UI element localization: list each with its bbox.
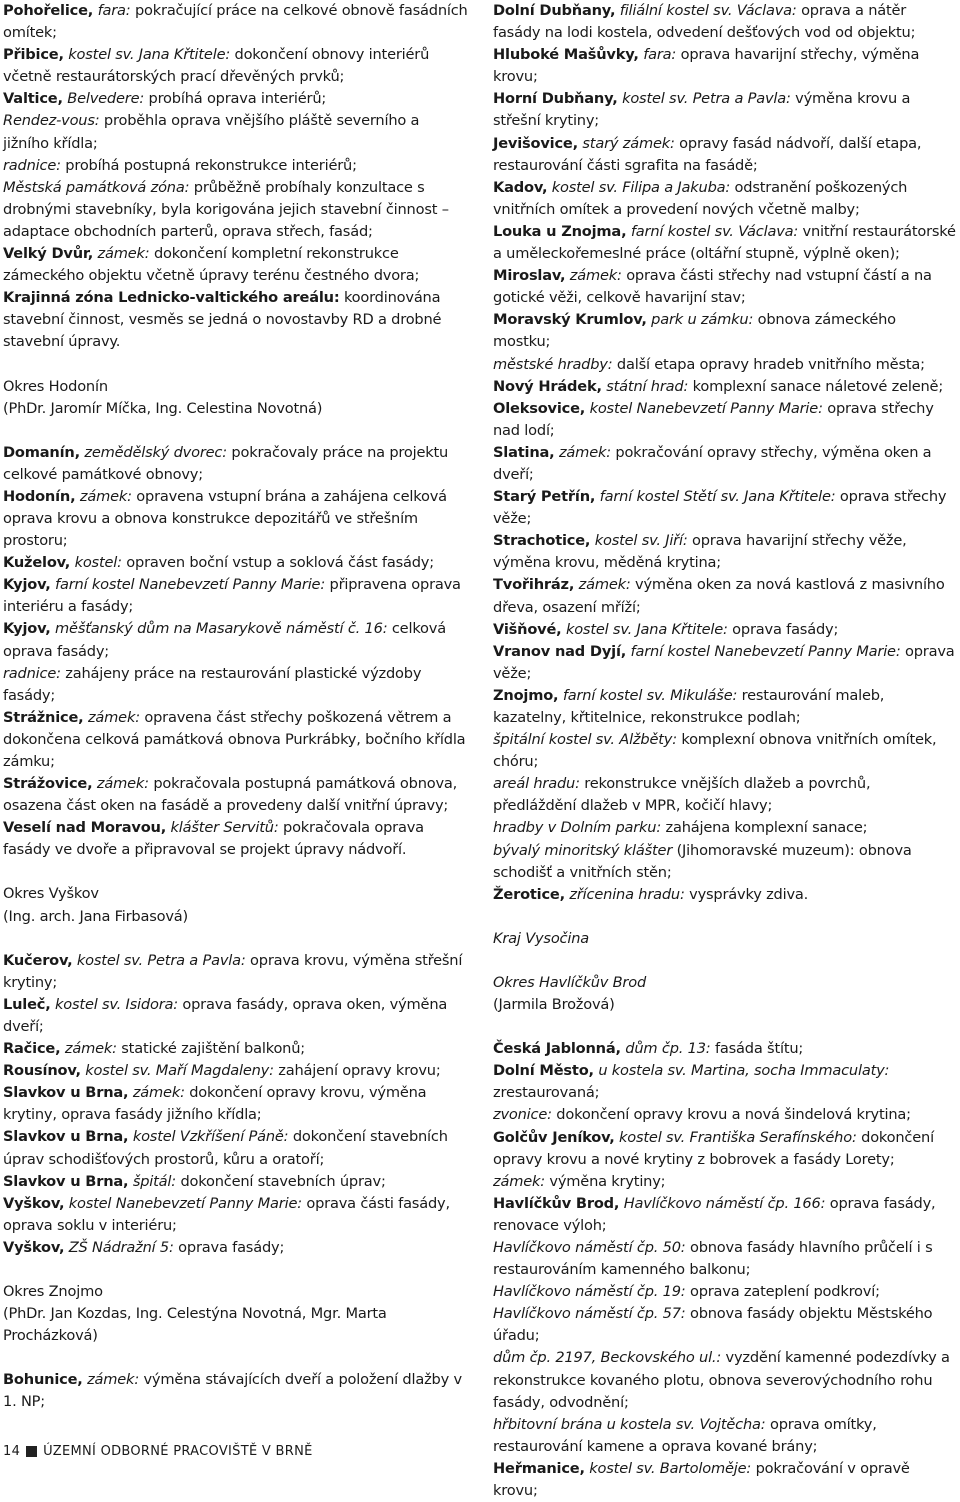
description: opravena část střechy poškozená větrem a dokončena celková památková obnova Purkrábky, bočního křídla zámku;	[3, 708, 466, 770]
description: dokončení opravy krovu a nové krytiny z bobrovek a fasády Lorety;	[493, 1128, 934, 1168]
place-name: Bohunice,	[3, 1371, 83, 1389]
object-name: zámek:	[565, 267, 622, 285]
entry-paragraph	[493, 354, 956, 376]
description: (Jihomoravské muzeum): obnova schodišť a vnitřních stěn;	[493, 841, 912, 881]
entry-paragraph	[493, 376, 956, 398]
description: celková oprava fasády;	[3, 620, 446, 660]
entry-paragraph	[3, 950, 469, 994]
entry-paragraph	[3, 773, 469, 817]
spacer	[493, 950, 956, 972]
description: obnova zámeckého mostku;	[493, 311, 896, 351]
entry-paragraph	[3, 1038, 469, 1060]
entry-paragraph	[493, 177, 956, 221]
object-name: zámek:	[75, 487, 132, 505]
place-name: Dolní Dubňany,	[493, 2, 616, 19]
place-name: Starý Petřín,	[493, 488, 596, 506]
spacer	[3, 861, 469, 883]
object-name: park u zámku:	[646, 311, 754, 329]
entry-paragraph	[493, 1038, 956, 1060]
spacer	[493, 906, 956, 928]
object-name: kostel sv. Petra a Pavla:	[617, 90, 791, 108]
place-name: Kyjov,	[3, 576, 51, 594]
description: vnitřní restaurátorské a uměleckořemeslné práce (oltářní stupně, výplně oken);	[493, 222, 956, 263]
object-name: Belvedere:	[62, 90, 145, 108]
place-name: Rousínov,	[3, 1062, 81, 1080]
object-name: kostel Nanebevzetí Panny Marie:	[64, 1194, 302, 1212]
object-name: kostel sv. Petra a Pavla:	[72, 951, 246, 969]
object-name: kostel Nanebevzetí Panny Marie:	[585, 399, 823, 417]
place-name: Přibice,	[3, 46, 64, 64]
description: oprava věže;	[493, 642, 955, 682]
entry-paragraph	[493, 1347, 956, 1413]
description: opravy fasád nádvoří, další etapa, restaurování části sgrafita na fasádě;	[493, 134, 922, 174]
entry-paragraph	[3, 0, 469, 44]
place-name: Golčův Jeníkov,	[493, 1128, 615, 1146]
entry-paragraph	[493, 309, 956, 353]
object-name: areál hradu:	[493, 775, 580, 793]
spacer	[493, 1016, 956, 1038]
entry-paragraph	[493, 0, 956, 44]
entry-paragraph	[3, 486, 469, 552]
entry-paragraph	[3, 1082, 469, 1126]
section-heading: (Ing. arch. Jana Firbasová)	[3, 907, 189, 925]
entry-paragraph	[493, 729, 956, 773]
spacer	[3, 1347, 469, 1369]
place-name: Strážnice,	[3, 708, 84, 726]
place-name: Luleč,	[3, 995, 51, 1013]
spacer	[3, 354, 469, 376]
place-name: Račice,	[3, 1040, 61, 1058]
section-heading: (Jarmila Brožová)	[493, 996, 615, 1014]
place-name: Hodonín,	[3, 487, 76, 505]
place-name: Oleksovice,	[493, 399, 586, 417]
place-name: Valtice,	[3, 90, 63, 108]
description: oprava části střechy nad vstupní částí a na gotické věži, celkově havarijní stav;	[493, 267, 932, 307]
object-name: Městská památková zóna:	[3, 178, 190, 196]
place-name: Kuželov,	[3, 554, 71, 572]
description: pokračovaly práce na projektu celkové památkové obnovy;	[3, 443, 449, 483]
entry-paragraph	[493, 1458, 956, 1502]
object-name: kostel Vzkříšení Páně:	[128, 1128, 289, 1146]
entry-paragraph	[493, 641, 956, 685]
place-name: Tvořihráz,	[493, 576, 575, 594]
object-name: farní kostel sv. Mikuláše:	[558, 686, 738, 704]
entry-paragraph	[493, 442, 956, 486]
place-name: Slavkov u Brna,	[3, 1128, 129, 1146]
entry-paragraph	[3, 1171, 469, 1193]
entry-paragraph	[3, 1193, 469, 1237]
object-name: dům čp. 2197, Beckovského ul.:	[493, 1349, 722, 1367]
entry-paragraph	[3, 287, 469, 353]
description: pokračovala postupná památková obnova, osazena část oken na fasádě a provedeny další vnitřní úpravy;	[3, 775, 458, 815]
object-name: Havlíčkovo náměstí čp. 57:	[493, 1305, 686, 1323]
place-name: Horní Dubňany,	[493, 90, 618, 108]
entry-paragraph	[493, 1414, 956, 1458]
description: oprava krovu, výměna střešní krytiny;	[3, 951, 463, 991]
description: dokončení stavebních úprav;	[176, 1172, 386, 1190]
entry-paragraph	[3, 442, 469, 486]
description: dokončení opravy krovu, výměna krytiny, oprava fasády jižního křídla;	[3, 1084, 427, 1124]
description: probíhá postupná rekonstrukce interiérů;	[60, 156, 357, 174]
description: proběhla oprava vnějšího pláště severního a jižního křídla;	[3, 112, 420, 152]
left-column	[3, 0, 469, 1413]
section-heading: (PhDr. Jan Kozdas, Ing. Celestýna Novotná, Mgr. Marta Procházková)	[3, 1305, 387, 1345]
description: pokračovala oprava fasády ve dvoře a připravoval se projekt úpravy nádvoří.	[3, 819, 424, 859]
description: komplexní sanace náletové zeleně;	[688, 377, 944, 395]
object-name: hřbitovní brána u kostela sv. Vojtěcha:	[493, 1415, 766, 1433]
entry-paragraph	[493, 1127, 956, 1171]
description: oprava fasády, renovace výloh;	[493, 1194, 936, 1234]
description: obnova fasády objektu Městského úřadu;	[493, 1305, 933, 1345]
object-name: Rendez-vous:	[3, 112, 100, 130]
description: oprava fasády, oprava oken, výměna dveří;	[3, 995, 448, 1035]
description: dokončení opravy krovu a nová šindelová krytina;	[551, 1106, 911, 1124]
object-name: zámek:	[82, 1371, 140, 1389]
place-name: Heřmanice,	[493, 1459, 585, 1477]
right-column	[493, 0, 956, 1502]
page-footer	[3, 1444, 313, 1459]
object-name: státní hrad:	[601, 377, 689, 395]
description: odstranění poškozených vnitřních omítek a provedení nových včetně malby;	[493, 178, 908, 218]
description: vyzdění kamenné podezdívky a rekonstrukce kovaného plotu, obnova severovýchodního rohu fasády, odvodnění;	[493, 1349, 950, 1411]
section-heading: (PhDr. Jaromír Míčka, Ing. Celestina Novotná)	[3, 399, 323, 417]
description: oprava omítky, restaurování kamene a oprava kované brány;	[493, 1415, 877, 1455]
place-name: Vranov nad Dyjí,	[493, 642, 627, 660]
object-name: kostel sv. Filipa a Jakuba:	[547, 178, 731, 196]
place-name: Česká Jablonná,	[493, 1040, 621, 1058]
section-title: ÚZEMNÍ ODBORNÉ PRACOVIŠTĚ V BRNĚ	[43, 1444, 313, 1459]
entry-paragraph	[493, 1060, 956, 1104]
place-name: Pohořelice,	[3, 2, 94, 19]
entry-paragraph	[3, 243, 469, 287]
object-name: zámek:	[93, 245, 150, 263]
object-name: starý zámek:	[577, 134, 675, 152]
object-name: fara:	[93, 2, 131, 19]
object-name: zámek:	[60, 1040, 117, 1058]
entry-paragraph	[493, 44, 956, 88]
entry-paragraph	[493, 1104, 956, 1126]
object-name: Havlíčkovo náměstí čp. 50:	[493, 1238, 686, 1256]
object-name: zřícenina hradu:	[564, 885, 685, 903]
entry-paragraph	[493, 221, 956, 265]
description: oprava havarijní střechy, výměna krovu;	[493, 46, 920, 86]
object-name: farní kostel sv. Václava:	[626, 222, 799, 240]
entry-paragraph	[3, 1237, 469, 1259]
description: oprava havarijní střechy věže, výměna krovu, měděná krytina;	[493, 532, 907, 572]
object-name: zámek:	[83, 708, 140, 726]
entry-paragraph	[3, 817, 469, 861]
place-name: Hluboké Mašůvky,	[493, 46, 639, 64]
object-name: Havlíčkovo náměstí čp. 166:	[619, 1194, 826, 1212]
place-name: Dolní Město,	[493, 1062, 594, 1080]
object-name: radnice:	[3, 156, 61, 174]
section-heading: Okres Havlíčkův Brod	[493, 973, 647, 991]
entry-paragraph	[493, 265, 956, 309]
entry-paragraph	[3, 1126, 469, 1170]
object-name: zvonice:	[493, 1106, 552, 1124]
place-name: Jevišovice,	[493, 134, 578, 152]
object-name: zámek:	[128, 1084, 185, 1102]
description: probíhá oprava interiérů;	[144, 90, 327, 108]
description: dokončení kompletní rekonstrukce zámeckého objektu včetně úpravy terénu čestného dvora;	[3, 245, 420, 285]
object-name: zámek:	[493, 1172, 545, 1190]
entry-paragraph	[3, 994, 469, 1038]
entry-paragraph	[493, 619, 956, 641]
entry-paragraph	[493, 133, 956, 177]
entry-paragraph	[3, 574, 469, 618]
object-name: kostel sv. Jiří:	[590, 532, 688, 550]
entry-paragraph	[3, 44, 469, 88]
entry-paragraph	[3, 110, 469, 154]
place-name: Domanín,	[3, 443, 80, 461]
spacer	[3, 420, 469, 442]
description: obnova fasády hlavního průčelí i s restaurováním kamenného balkonu;	[493, 1238, 933, 1279]
description: oprava fasády;	[173, 1238, 285, 1256]
description: výměna oken za nová kastlová z masivního dřeva, osazení mříží;	[493, 576, 945, 616]
description: oprava zateplení podkroví;	[685, 1283, 880, 1301]
description: oprava střechy nad lodí;	[493, 399, 934, 439]
place-name: Kučerov,	[3, 951, 73, 969]
entry-paragraph	[493, 398, 956, 442]
object-name: měšťanský dům na Masarykově náměstí č. 16:	[50, 620, 388, 638]
description: pokračující práce na celkové obnově fasádních omítek;	[3, 2, 468, 42]
place-name: Slavkov u Brna,	[3, 1172, 129, 1190]
description: dokončení obnovy interiérů včetně restaurátorských prací dřevěných prvků;	[3, 46, 430, 86]
place-name: Vyškov,	[3, 1194, 65, 1212]
description: vysprávky zdiva.	[684, 885, 809, 903]
description: výměna krytiny;	[544, 1172, 666, 1190]
object-name: farní kostel Stětí sv. Jana Křtitele:	[595, 488, 836, 506]
section-heading: Okres Znojmo	[3, 1282, 103, 1300]
place-name: Miroslav,	[493, 267, 566, 285]
entry-paragraph	[3, 618, 469, 662]
entry-paragraph	[3, 707, 469, 773]
place-name: Strachotice,	[493, 532, 591, 550]
entry-paragraph	[493, 840, 956, 884]
entry-paragraph	[493, 1193, 956, 1237]
entry-paragraph	[493, 530, 956, 574]
entry-paragraph	[493, 1237, 956, 1281]
description: restaurování maleb, kazatelny, křtitelnice, rekonstrukce podlah;	[493, 686, 885, 726]
object-name: farní kostel Nanebevzetí Panny Marie:	[626, 642, 901, 660]
entry-paragraph	[493, 574, 956, 618]
place-name: Vyškov,	[3, 1238, 65, 1256]
object-name: kostel sv. Jana Křtitele:	[63, 46, 231, 64]
object-name: kostel sv. Františka Serafínského:	[614, 1128, 857, 1146]
description: opravena vstupní brána a zahájena celková oprava krovu a obnova konstrukce depozitářů ve střešním prostoru;	[3, 487, 447, 550]
object-name: kostel sv. Jana Křtitele:	[561, 620, 728, 638]
place-name: Nový Hrádek,	[493, 377, 602, 395]
description: koordinována stavební činnost, vesměs se jedná o novostavby RD a drobné stavební úpravy.	[3, 289, 442, 351]
place-name: Žerotice,	[493, 885, 565, 903]
description: zahájení opravy krovu;	[273, 1062, 441, 1080]
description: zahájena komplexní sanace;	[661, 819, 868, 837]
place-name: Louka u Znojma,	[493, 222, 627, 240]
place-name: Krajinná zóna Lednicko-valtického areálu:	[3, 289, 340, 307]
object-name: u kostela sv. Martina, socha Immaculaty:	[593, 1062, 890, 1080]
description: výměna stávajících dveří a položení dlažby v 1. NP;	[3, 1371, 462, 1411]
place-name: Havlíčkův Brod,	[493, 1194, 620, 1212]
object-name: zámek:	[554, 443, 611, 461]
object-name: ZŠ Nádražní 5:	[64, 1238, 174, 1256]
object-name: hradby v Dolním parku:	[493, 819, 662, 837]
place-name: Slavkov u Brna,	[3, 1084, 129, 1102]
place-name: Velký Dvůr,	[3, 245, 94, 263]
object-name: kostel sv. Isidora:	[50, 995, 178, 1013]
object-name: klášter Servitů:	[166, 819, 279, 837]
object-name: bývalý minoritský klášter	[493, 841, 673, 859]
description: připravena oprava interiéru a fasády;	[3, 576, 461, 616]
object-name: špitál:	[128, 1172, 176, 1190]
entry-paragraph	[3, 177, 469, 243]
description: dokončení stavebních úprav schodišťových prostorů, kůru a oratoří;	[3, 1128, 448, 1168]
section-heading: Okres Vyškov	[3, 885, 99, 903]
entry-paragraph	[493, 486, 956, 530]
object-name: městské hradby:	[493, 355, 613, 373]
entry-paragraph	[3, 155, 469, 177]
object-name: zámek:	[92, 775, 149, 793]
description: opraven boční vstup a soklová část fasády;	[121, 554, 434, 572]
object-name: filiální kostel sv. Václava:	[615, 2, 797, 19]
description: fasáda štítu;	[710, 1040, 804, 1058]
object-name: kostel sv. Bartoloměje:	[584, 1459, 752, 1477]
entry-paragraph	[493, 685, 956, 729]
description: oprava střechy věže;	[493, 488, 947, 528]
description: další etapa opravy hradeb vnitřního města;	[612, 355, 925, 373]
object-name: farní kostel Nanebevzetí Panny Marie:	[50, 576, 326, 594]
entry-paragraph	[493, 88, 956, 132]
entry-paragraph	[3, 1060, 469, 1082]
entry-paragraph	[493, 884, 956, 906]
entry-paragraph	[3, 1369, 469, 1413]
place-name: Veselí nad Moravou,	[3, 819, 167, 837]
description: pokračování v opravě krovu;	[493, 1459, 910, 1499]
object-name: fara:	[638, 46, 677, 64]
place-name: Kadov,	[493, 178, 548, 196]
description: zrestaurovaná;	[493, 1084, 600, 1102]
entry-paragraph	[493, 773, 956, 817]
object-name: radnice:	[3, 664, 61, 682]
description: výměna krovu a střešní krytiny;	[493, 90, 911, 130]
place-name: Znojmo,	[493, 686, 559, 704]
entry-paragraph	[493, 1303, 956, 1347]
object-name: špitální kostel sv. Alžběty:	[493, 731, 677, 749]
spacer	[3, 928, 469, 950]
object-name: dům čp. 13:	[620, 1040, 711, 1058]
description: oprava fasády;	[727, 620, 839, 638]
description: statické zajištění balkonů;	[116, 1040, 305, 1058]
entry-paragraph	[493, 1171, 956, 1193]
entry-paragraph	[3, 552, 469, 574]
entry-paragraph	[3, 663, 469, 707]
object-name: kostel:	[70, 554, 122, 572]
description: komplexní obnova vnitřních omítek, chóru;	[493, 731, 937, 771]
page-number: 14	[3, 1444, 21, 1459]
spacer	[3, 1259, 469, 1281]
description: oprava části fasády, oprava soklu v interiéru;	[3, 1194, 450, 1234]
description: zahájeny práce na restaurování plastické výzdoby fasády;	[3, 664, 422, 704]
object-name: Havlíčkovo náměstí čp. 19:	[493, 1283, 686, 1301]
place-name: Strážovice,	[3, 775, 93, 793]
description: pokračování opravy střechy, výměna oken a dveří;	[493, 443, 932, 483]
object-name: zámek:	[574, 576, 631, 594]
entry-paragraph	[493, 817, 956, 839]
description: oprava a nátěr fasády na lodi kostela, odvedení dešťových vod od objektu;	[493, 2, 916, 42]
entry-paragraph	[493, 1281, 956, 1303]
object-name: kostel sv. Maří Magdaleny:	[80, 1062, 274, 1080]
object-name: zemědělský dvorec:	[79, 443, 227, 461]
entry-paragraph	[3, 88, 469, 110]
section-heading: Okres Hodonín	[3, 377, 108, 395]
square-bullet-icon	[26, 1446, 37, 1457]
place-name: Kyjov,	[3, 620, 51, 638]
description: rekonstrukce vnějších dlažeb a povrchů, předláždění dlažeb v MPR, kočičí hlavy;	[493, 775, 871, 815]
section-heading: Kraj Vysočina	[493, 929, 590, 947]
place-name: Slatina,	[493, 443, 555, 461]
place-name: Višňové,	[493, 620, 562, 638]
place-name: Moravský Krumlov,	[493, 311, 647, 329]
description: průběžně probíhaly konzultace s drobnými stavebníky, byla korigována jejich stavební činnost – adaptace obchodních parterů, oprava střech, fasád;	[3, 178, 449, 240]
